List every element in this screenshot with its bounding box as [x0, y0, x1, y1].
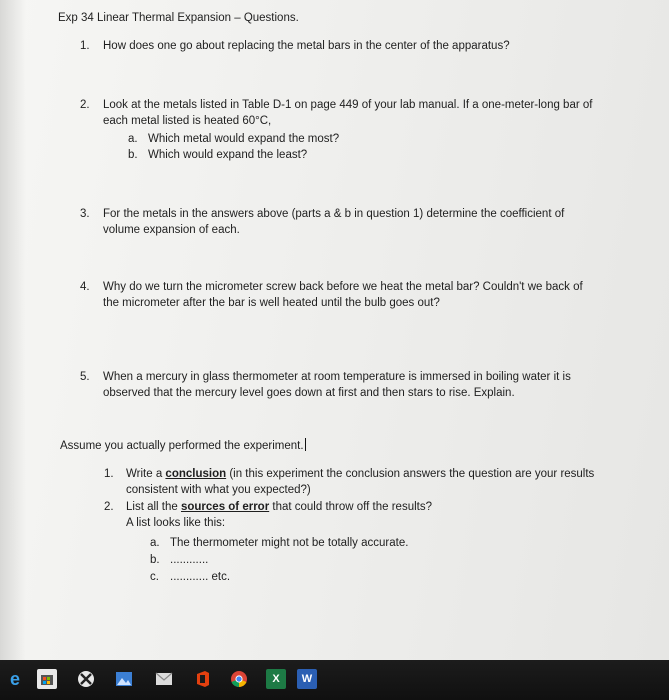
error-list-c-letter: c.: [150, 571, 159, 583]
question-2b-text: Which would expand the least?: [148, 149, 308, 161]
xbox-icon[interactable]: [76, 669, 96, 689]
question-5-text-line-2: observed that the mercury level goes down at first and then stars to rise. Explain.: [103, 387, 515, 399]
office-icon[interactable]: [193, 669, 213, 689]
assume-item-1-pre: Write a: [126, 468, 166, 480]
chrome-icon[interactable]: [229, 669, 249, 689]
question-5-text-line-1: When a mercury in glass thermometer at room temperature is immersed in boiling water it is: [103, 371, 571, 383]
question-4-text-line-2: the micrometer after the bar is well heated until the bulb goes out?: [103, 297, 440, 309]
question-3-number: 3.: [80, 208, 90, 220]
question-3-text-line-2: volume expansion of each.: [103, 224, 240, 236]
assume-item-1-line-2: consistent with what you expected?): [126, 484, 311, 496]
conclusion-keyword: conclusion: [165, 468, 227, 480]
mail-icon[interactable]: [154, 669, 174, 689]
taskbar: [0, 660, 669, 700]
text-cursor: [305, 438, 306, 451]
assume-item-2-line-2: A list looks like this:: [126, 517, 226, 529]
question-2a-letter: a.: [128, 133, 138, 145]
excel-letter: X: [272, 673, 280, 685]
assume-item-1-post: (in this experiment the conclusion answers the question are your results: [226, 468, 595, 480]
error-list-a-text: The thermometer might not be totally accurate.: [170, 537, 409, 549]
question-2-number: 2.: [80, 99, 90, 111]
question-4-number: 4.: [80, 281, 90, 293]
question-1-text: How does one go about replacing the metal bars in the center of the apparatus?: [103, 40, 510, 52]
word-letter: W: [301, 673, 313, 685]
question-1-number: 1.: [80, 40, 90, 52]
question-2a-text: Which metal would expand the most?: [148, 133, 340, 145]
edge-icon[interactable]: e: [9, 668, 20, 689]
question-2b-letter: b.: [128, 149, 138, 161]
question-3-text-line-1: For the metals in the answers above (parts a & b in question 1) determine the coefficient of: [103, 208, 565, 220]
assume-heading[interactable]: [60, 438, 306, 454]
question-2-text-line-1: Look at the metals listed in Table D-1 on page 449 of your lab manual. If a one-meter-long bar of: [103, 99, 593, 111]
assume-item-2-line-1: [126, 499, 432, 515]
error-list-c-text: ............ etc.: [170, 571, 231, 583]
assume-heading-text: Assume you actually performed the experiment.: [60, 440, 304, 452]
assume-item-2-post: that could throw off the results?: [269, 501, 432, 513]
document-title: Exp 34 Linear Thermal Expansion – Questions.: [58, 12, 299, 24]
assume-item-1-line-1: [126, 466, 594, 482]
question-4-text-line-1: Why do we turn the micrometer screw back before we heat the metal bar? Couldn't we back of: [103, 281, 583, 293]
store-icon[interactable]: [37, 669, 57, 689]
photos-icon[interactable]: [114, 669, 134, 689]
excel-icon[interactable]: [266, 669, 286, 689]
error-list-b-text: ............: [170, 554, 209, 566]
question-5-number: 5.: [80, 371, 90, 383]
word-icon[interactable]: [297, 669, 317, 689]
assume-item-1-number: 1.: [104, 468, 114, 480]
question-2-text-line-2: each metal listed is heated 60°C,: [103, 115, 272, 127]
error-list-b-letter: b.: [150, 554, 160, 566]
error-list-a-letter: a.: [150, 537, 160, 549]
assume-item-2-pre: List all the: [126, 501, 181, 513]
assume-item-2-number: 2.: [104, 501, 114, 513]
sources-of-error-keyword: sources of error: [180, 501, 270, 513]
